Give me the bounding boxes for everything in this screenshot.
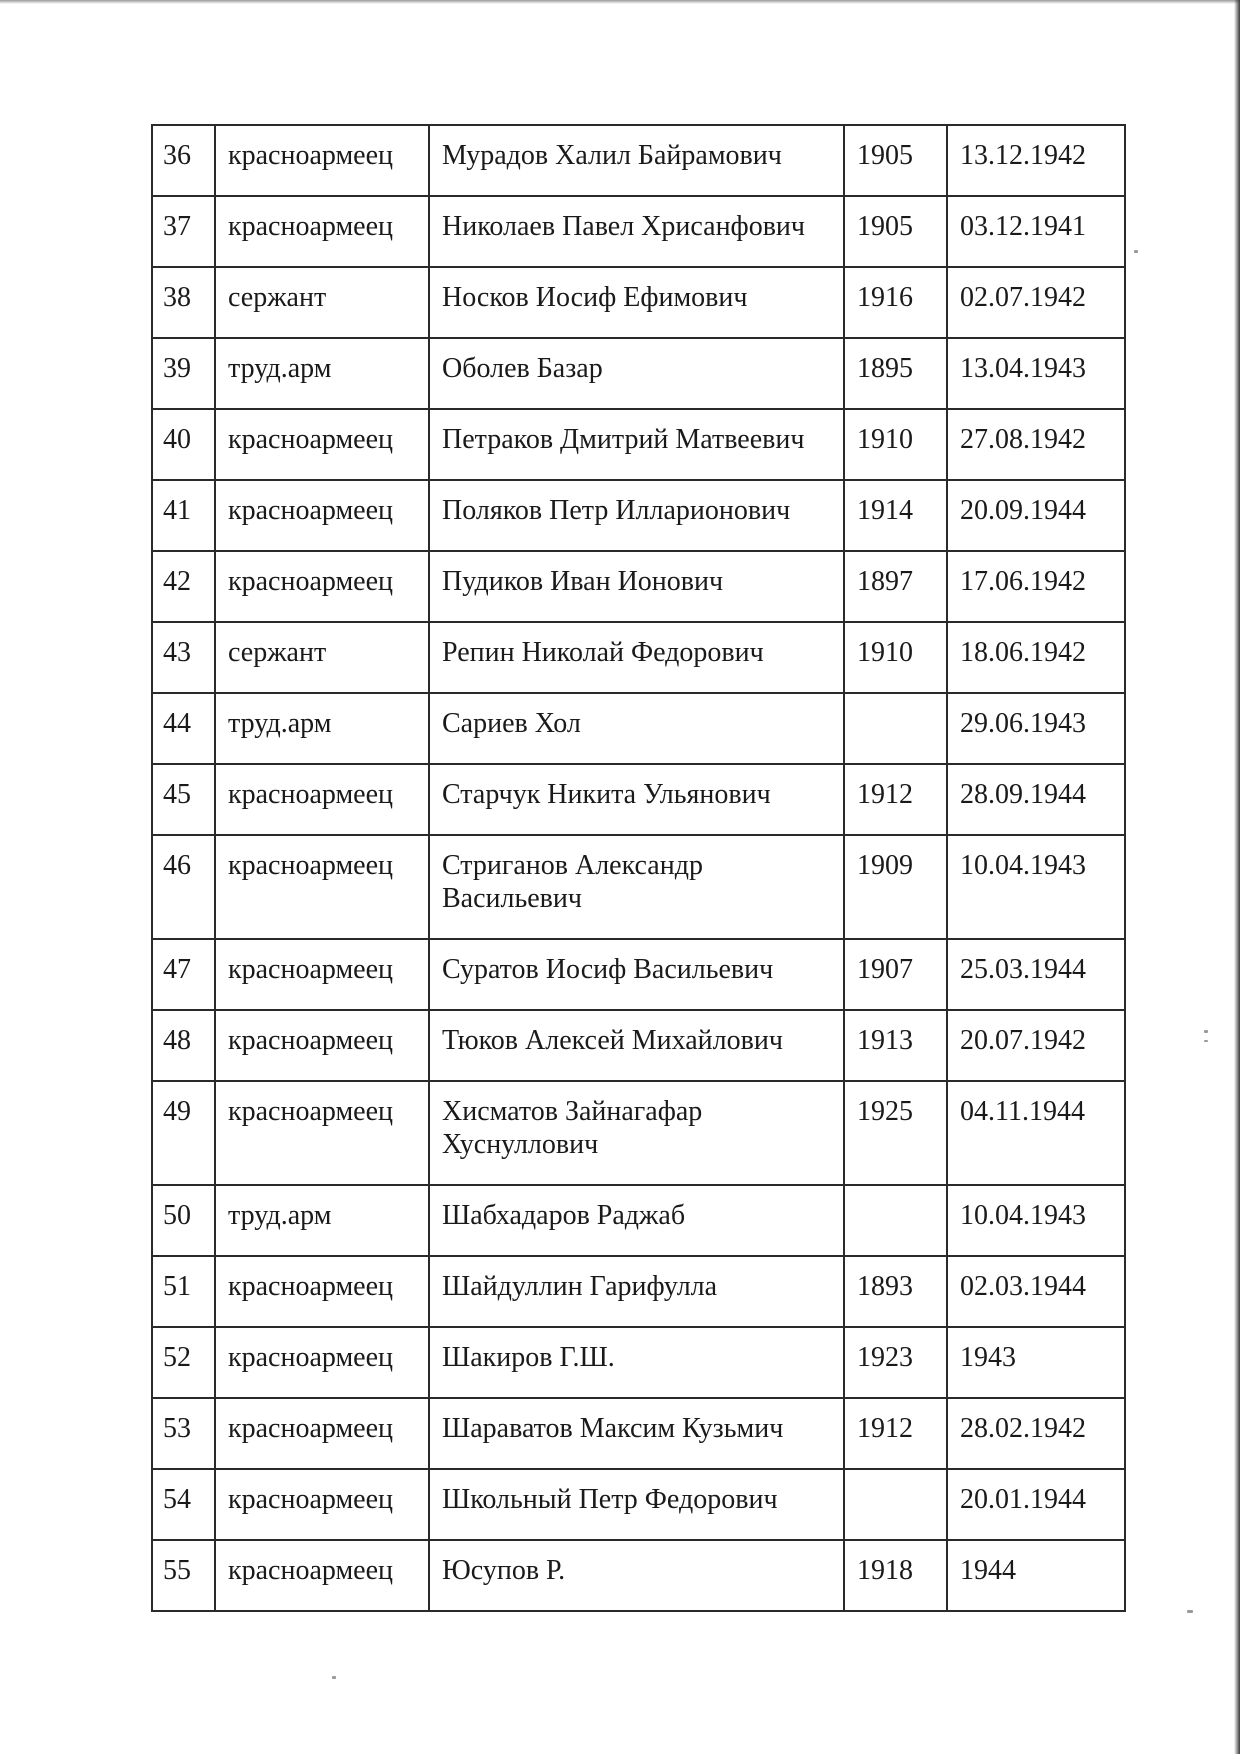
cell-rank: красноармеец — [215, 835, 429, 939]
cell-rank: труд.арм — [215, 338, 429, 409]
cell-date: 1944 — [947, 1540, 1125, 1611]
cell-birth-year: 1897 — [844, 551, 947, 622]
cell-number: 36 — [152, 125, 215, 196]
cell-number: 44 — [152, 693, 215, 764]
cell-date: 20.07.1942 — [947, 1010, 1125, 1081]
cell-rank: красноармеец — [215, 1327, 429, 1398]
table-row — [152, 338, 1125, 409]
cell-date: 17.06.1942 — [947, 551, 1125, 622]
scan-speck — [1134, 250, 1138, 253]
cell-full-name: Мурадов Халил Байрамович — [429, 125, 844, 196]
cell-full-name: Сариев Хол — [429, 693, 844, 764]
cell-date: 13.04.1943 — [947, 338, 1125, 409]
cell-number: 45 — [152, 764, 215, 835]
cell-rank: красноармеец — [215, 409, 429, 480]
cell-date: 27.08.1942 — [947, 409, 1125, 480]
cell-rank: красноармеец — [215, 1469, 429, 1540]
cell-birth-year: 1912 — [844, 764, 947, 835]
cell-rank: красноармеец — [215, 939, 429, 1010]
scan-speck — [1187, 1610, 1193, 1613]
cell-number: 38 — [152, 267, 215, 338]
cell-full-name: Школьный Петр Федорович — [429, 1469, 844, 1540]
cell-date: 13.12.1942 — [947, 125, 1125, 196]
cell-number: 41 — [152, 480, 215, 551]
cell-number: 54 — [152, 1469, 215, 1540]
cell-rank: труд.арм — [215, 693, 429, 764]
cell-number: 37 — [152, 196, 215, 267]
cell-full-name: Оболев Базар — [429, 338, 844, 409]
cell-number: 47 — [152, 939, 215, 1010]
records-table — [151, 124, 1126, 1612]
cell-birth-year: 1914 — [844, 480, 947, 551]
cell-birth-year — [844, 1185, 947, 1256]
cell-full-name: Стриганов Александр Васильевич — [429, 835, 844, 939]
cell-full-name: Шайдуллин Гарифулла — [429, 1256, 844, 1327]
table-row — [152, 1398, 1125, 1469]
cell-full-name: Петраков Дмитрий Матвеевич — [429, 409, 844, 480]
cell-full-name: Шабхадаров Раджаб — [429, 1185, 844, 1256]
table-row — [152, 409, 1125, 480]
cell-number: 40 — [152, 409, 215, 480]
cell-number: 43 — [152, 622, 215, 693]
cell-birth-year: 1925 — [844, 1081, 947, 1185]
table-row — [152, 125, 1125, 196]
table-row — [152, 939, 1125, 1010]
cell-full-name: Поляков Петр Илларионович — [429, 480, 844, 551]
cell-date: 03.12.1941 — [947, 196, 1125, 267]
cell-date: 02.07.1942 — [947, 267, 1125, 338]
cell-rank: красноармеец — [215, 1010, 429, 1081]
table-row — [152, 267, 1125, 338]
cell-date: 20.09.1944 — [947, 480, 1125, 551]
cell-rank: сержант — [215, 622, 429, 693]
cell-number: 53 — [152, 1398, 215, 1469]
cell-rank: красноармеец — [215, 1398, 429, 1469]
cell-number: 51 — [152, 1256, 215, 1327]
cell-birth-year: 1918 — [844, 1540, 947, 1611]
cell-rank: красноармеец — [215, 764, 429, 835]
table-row — [152, 1010, 1125, 1081]
cell-date: 04.11.1944 — [947, 1081, 1125, 1185]
cell-date: 10.04.1943 — [947, 1185, 1125, 1256]
cell-birth-year: 1905 — [844, 125, 947, 196]
cell-full-name: Шакиров Г.Ш. — [429, 1327, 844, 1398]
cell-full-name: Шараватов Максим Кузьмич — [429, 1398, 844, 1469]
table-row — [152, 693, 1125, 764]
cell-full-name: Хисматов Зайнагафар Хуснуллович — [429, 1081, 844, 1185]
cell-rank: красноармеец — [215, 1540, 429, 1611]
cell-birth-year: 1923 — [844, 1327, 947, 1398]
cell-full-name: Суратов Иосиф Васильевич — [429, 939, 844, 1010]
cell-number: 42 — [152, 551, 215, 622]
cell-date: 28.02.1942 — [947, 1398, 1125, 1469]
cell-date: 1943 — [947, 1327, 1125, 1398]
cell-date: 02.03.1944 — [947, 1256, 1125, 1327]
cell-birth-year: 1910 — [844, 622, 947, 693]
scan-speck — [332, 1676, 336, 1679]
cell-number: 49 — [152, 1081, 215, 1185]
cell-full-name: Старчук Никита Ульянович — [429, 764, 844, 835]
cell-number: 50 — [152, 1185, 215, 1256]
table-row — [152, 835, 1125, 939]
cell-full-name: Репин Николай Федорович — [429, 622, 844, 693]
cell-birth-year: 1905 — [844, 196, 947, 267]
cell-full-name: Пудиков Иван Ионович — [429, 551, 844, 622]
table-row — [152, 1256, 1125, 1327]
table-row — [152, 1081, 1125, 1185]
table-row — [152, 1185, 1125, 1256]
cell-birth-year — [844, 1469, 947, 1540]
cell-rank: красноармеец — [215, 196, 429, 267]
cell-number: 55 — [152, 1540, 215, 1611]
cell-full-name: Тюков Алексей Михайлович — [429, 1010, 844, 1081]
cell-date: 28.09.1944 — [947, 764, 1125, 835]
records-table-body — [152, 125, 1125, 1611]
cell-full-name: Юсупов Р. — [429, 1540, 844, 1611]
cell-rank: труд.арм — [215, 1185, 429, 1256]
cell-full-name: Носков Иосиф Ефимович — [429, 267, 844, 338]
cell-birth-year — [844, 693, 947, 764]
table-row — [152, 551, 1125, 622]
cell-rank: сержант — [215, 267, 429, 338]
cell-birth-year: 1907 — [844, 939, 947, 1010]
cell-date: 18.06.1942 — [947, 622, 1125, 693]
cell-birth-year: 1895 — [844, 338, 947, 409]
cell-rank: красноармеец — [215, 551, 429, 622]
cell-birth-year: 1893 — [844, 1256, 947, 1327]
table-row — [152, 1540, 1125, 1611]
table-row — [152, 764, 1125, 835]
scan-edge-right — [1234, 0, 1240, 1754]
table-row — [152, 1469, 1125, 1540]
cell-rank: красноармеец — [215, 1081, 429, 1185]
cell-rank: красноармеец — [215, 1256, 429, 1327]
cell-date: 20.01.1944 — [947, 1469, 1125, 1540]
scan-speck — [1204, 1030, 1208, 1033]
cell-birth-year: 1916 — [844, 267, 947, 338]
cell-number: 48 — [152, 1010, 215, 1081]
table-row — [152, 480, 1125, 551]
table-row — [152, 1327, 1125, 1398]
cell-rank: красноармеец — [215, 480, 429, 551]
cell-number: 39 — [152, 338, 215, 409]
cell-rank: красноармеец — [215, 125, 429, 196]
cell-full-name: Николаев Павел Хрисанфович — [429, 196, 844, 267]
scan-speck — [1204, 1040, 1208, 1042]
cell-birth-year: 1913 — [844, 1010, 947, 1081]
cell-birth-year: 1912 — [844, 1398, 947, 1469]
table-row — [152, 196, 1125, 267]
table-row — [152, 622, 1125, 693]
cell-birth-year: 1910 — [844, 409, 947, 480]
cell-date: 10.04.1943 — [947, 835, 1125, 939]
cell-date: 25.03.1944 — [947, 939, 1125, 1010]
scan-edge-top — [0, 0, 1240, 4]
cell-birth-year: 1909 — [844, 835, 947, 939]
cell-date: 29.06.1943 — [947, 693, 1125, 764]
cell-number: 52 — [152, 1327, 215, 1398]
cell-number: 46 — [152, 835, 215, 939]
